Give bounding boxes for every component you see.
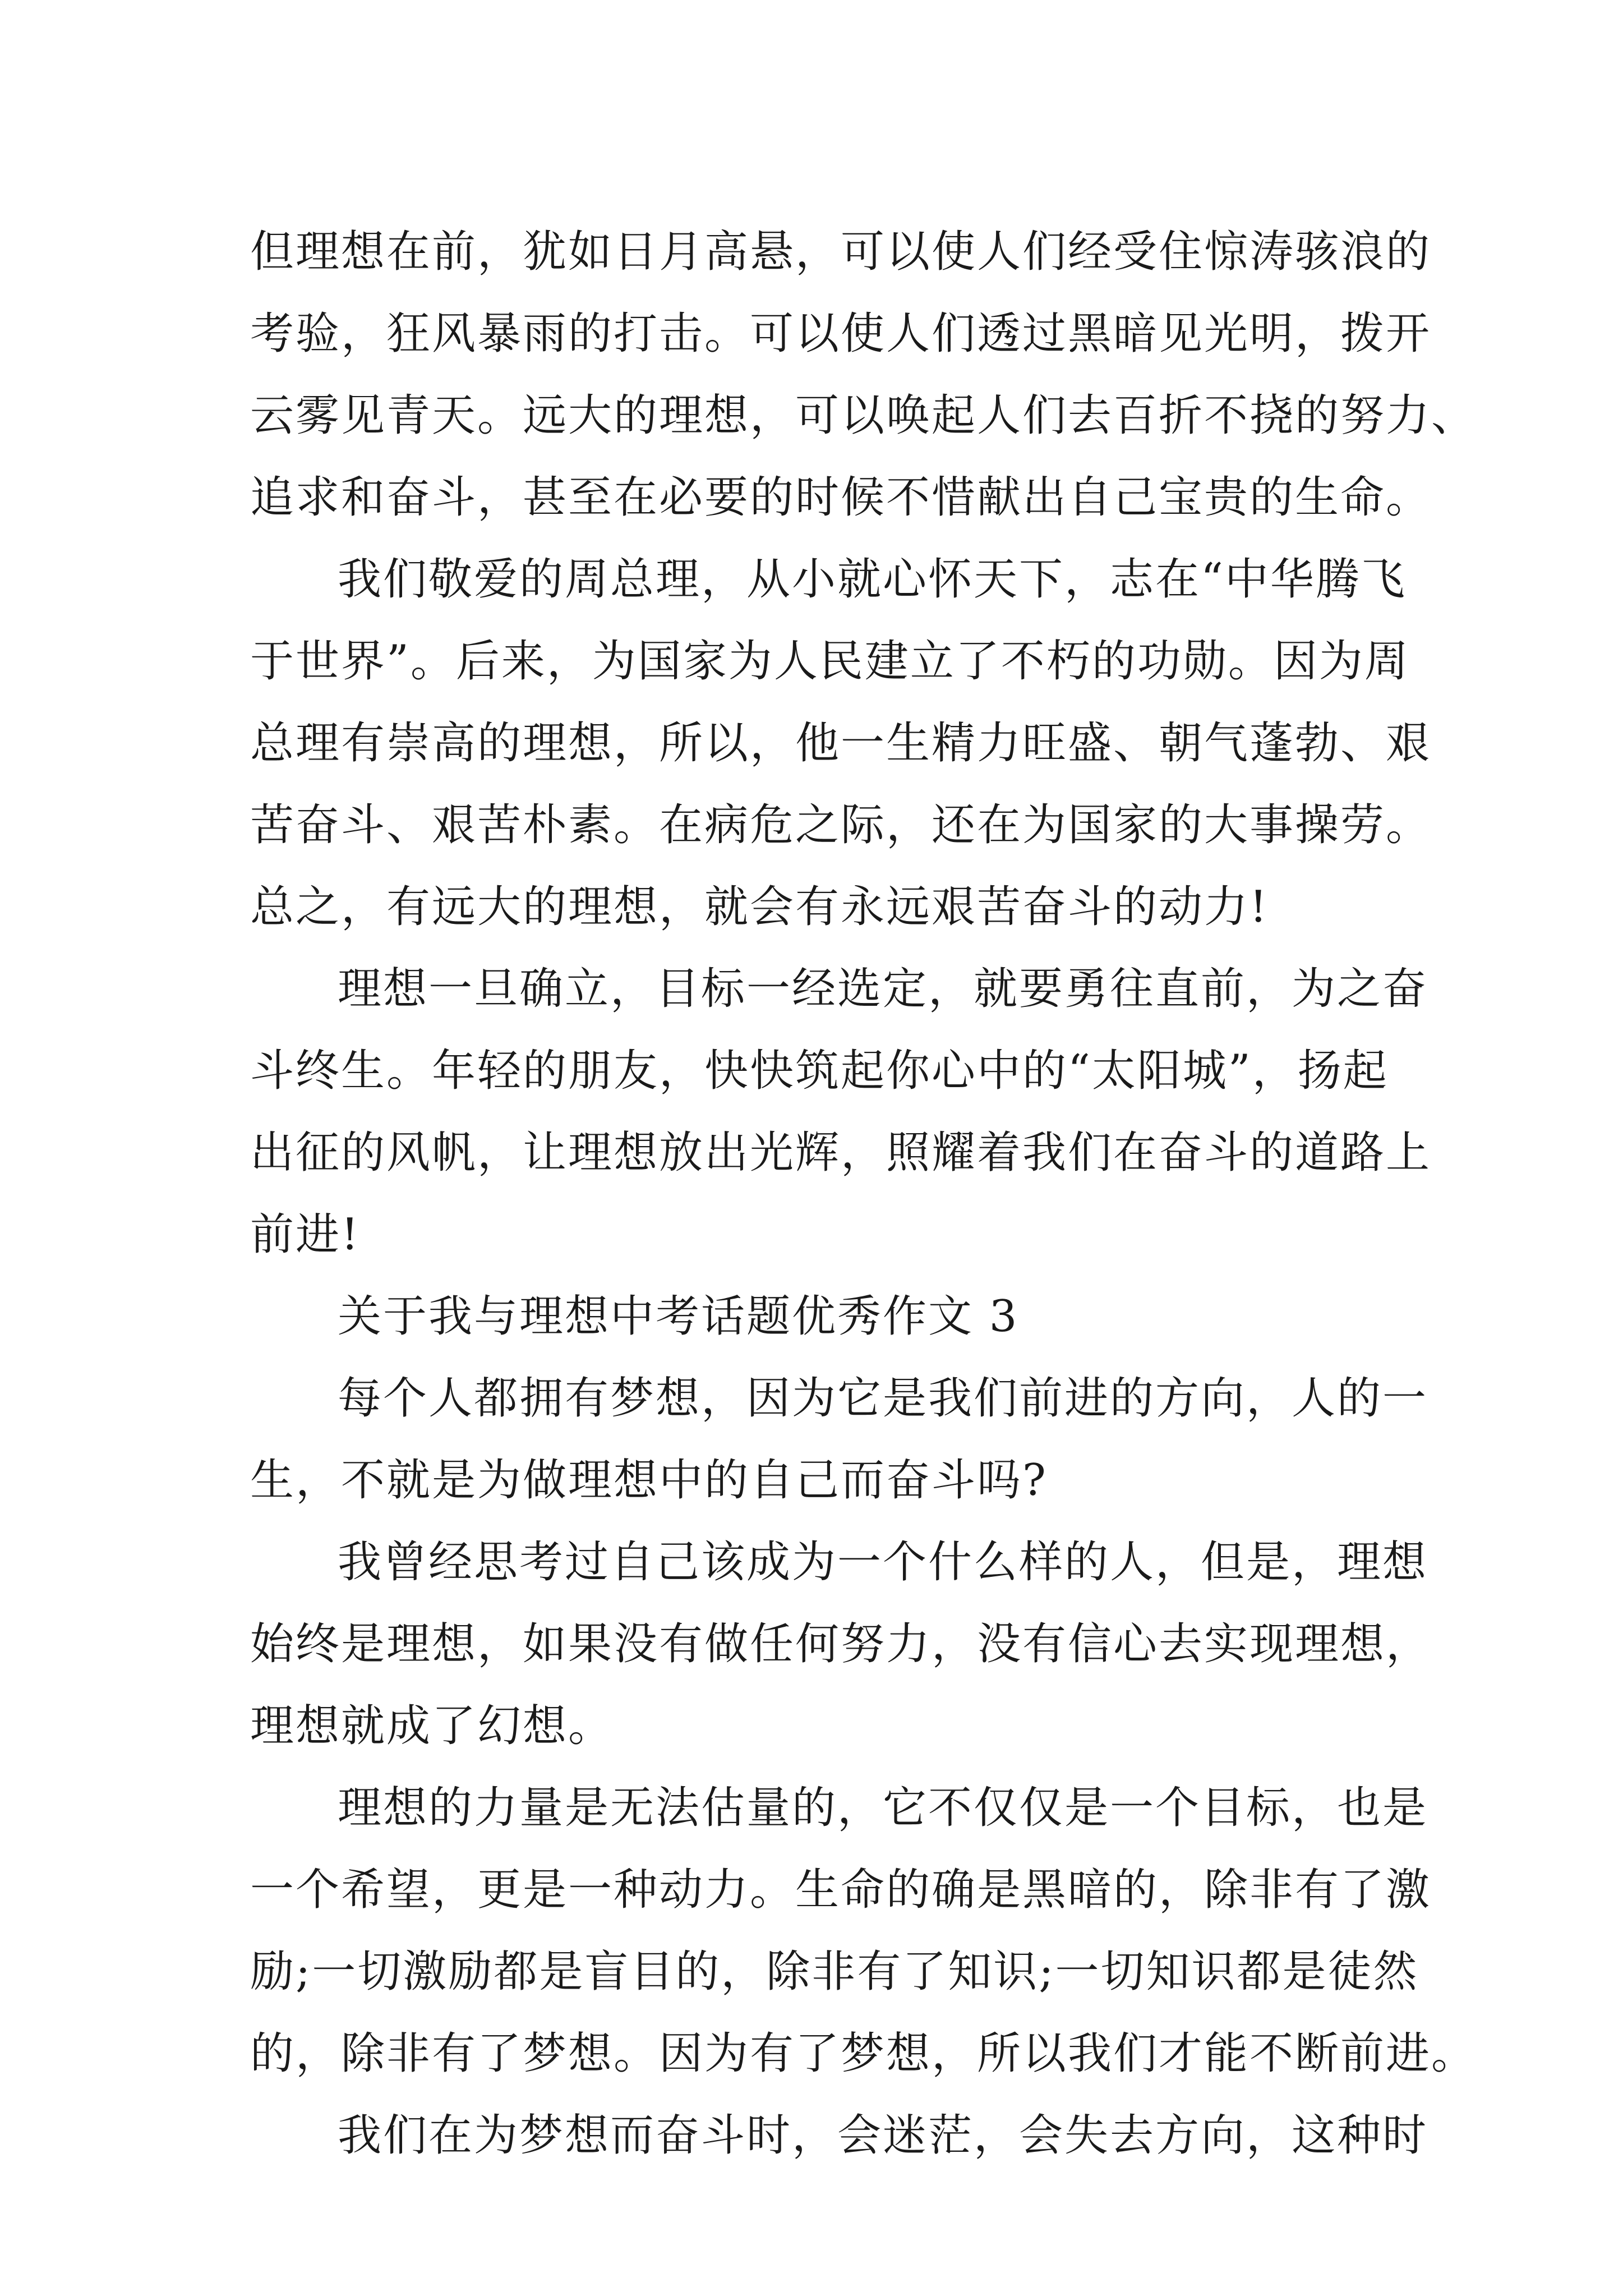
text-line: 考验，狂风暴雨的打击。可以使人们透过黑暗见光明，拨开 [250,309,1432,359]
text-line: 理想就成了幻想。 [250,1701,614,1751]
text-line: 励;一切激励都是盲目的，除非有了知识;一切知识都是徒然 [250,1947,1419,1997]
text-line: 但理想在前，犹如日月高悬，可以使人们经受住惊涛骇浪的 [250,227,1432,277]
document-body [250,211,1477,2177]
text-line: 生，不就是为做理想中的自己而奋斗吗? [250,1455,1048,1506]
text-line: 苦奋斗、艰苦朴素。在病危之际，还在为国家的大事操劳。 [250,800,1432,850]
text-line: 我们在为梦想而奋斗时，会迷茫，会失去方向，这种时 [338,2110,1428,2161]
text-line: 理想一旦确立，目标一经选定，就要勇往直前，为之奋 [338,964,1428,1014]
text-line: 总之，有远大的理想，就会有永远艰苦奋斗的动力! [250,882,1269,932]
text-line: 一个希望，更是一种动力。生命的确是黑暗的，除非有了激 [250,1865,1432,1915]
text-line: 始终是理想，如果没有做任何努力，没有信心去实现理想， [250,1619,1432,1669]
text-line: 我们敬爱的周总理，从小就心怀天下，志在“中华腾飞 [338,554,1407,605]
text-line: 我曾经思考过自己该成为一个什么样的人，但是，理想 [338,1537,1428,1588]
text-line: 斗终生。年轻的朋友，快快筑起你心中的“太阳城”，扬起 [250,1046,1389,1096]
text-line: 每个人都拥有梦想，因为它是我们前进的方向，人的一 [338,1373,1428,1424]
text-line: 前进! [250,1209,361,1260]
text-line: 云雾见青天。远大的理想，可以唤起人们去百折不挠的努力、 [250,390,1477,441]
text-line: 理想的力量是无法估量的，它不仅仅是一个目标，也是 [338,1783,1428,1833]
section-heading: 关于我与理想中考话题优秀作文 3 [338,1291,1019,1342]
text-line: 总理有崇高的理想，所以，他一生精力旺盛、朝气蓬勃、艰 [250,718,1432,769]
text-line: 于世界”。后来，为国家为人民建立了不朽的功勋。因为周 [250,636,1410,687]
text-line: 出征的风帆，让理想放出光辉，照耀着我们在奋斗的道路上 [250,1128,1432,1178]
text-line: 的，除非有了梦想。因为有了梦想，所以我们才能不断前进。 [250,2028,1477,2079]
text-line: 追求和奋斗，甚至在必要的时候不惜献出自己宝贵的生命。 [250,472,1432,523]
